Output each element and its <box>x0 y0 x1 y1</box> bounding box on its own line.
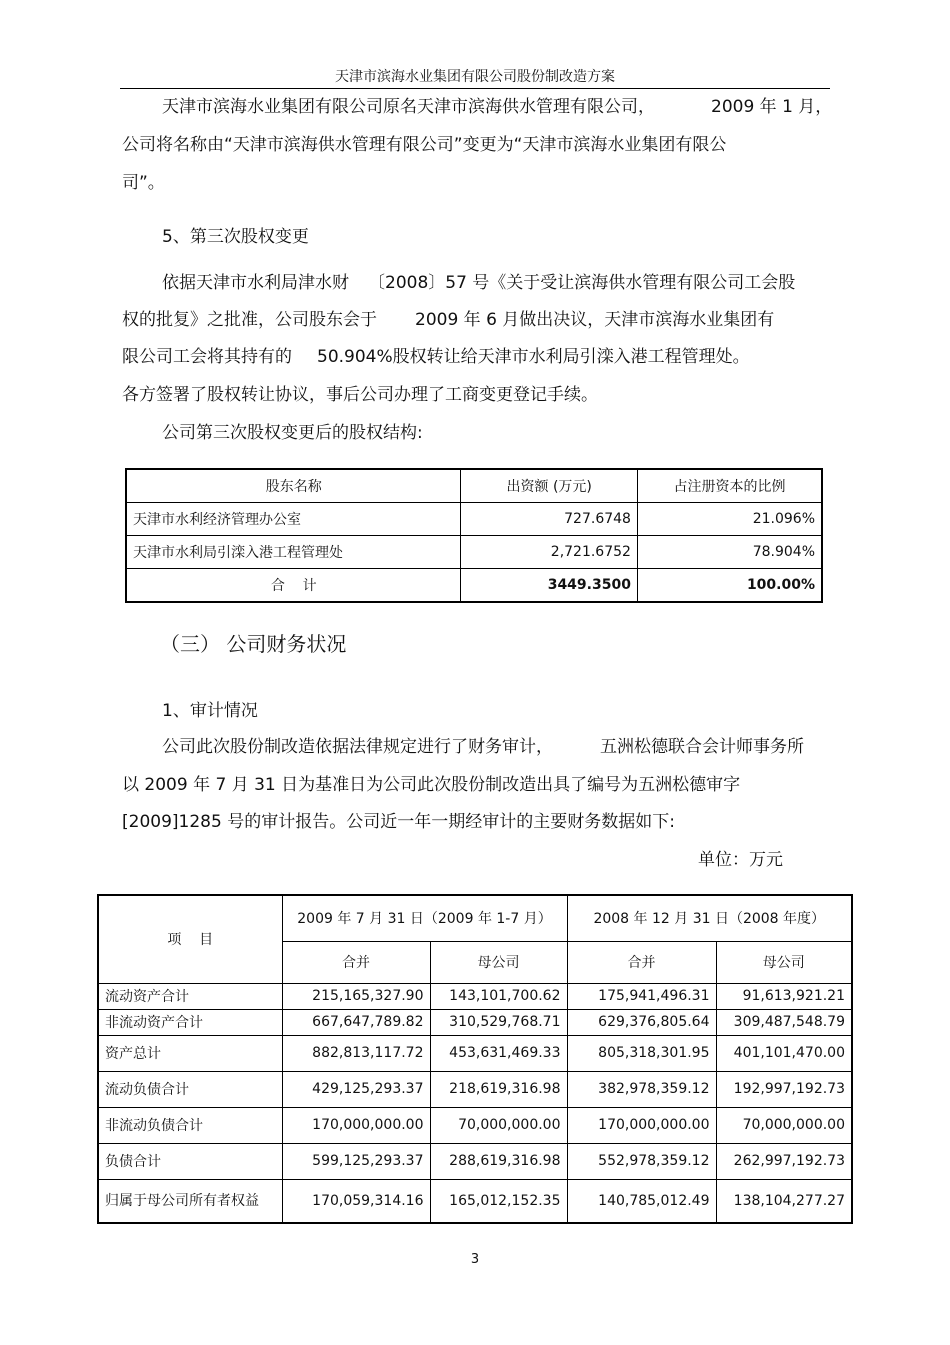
finance-cell: 310,529,768.71 <box>430 1009 567 1035</box>
table-row <box>98 1179 852 1223</box>
finance-cell: 170,059,314.16 <box>282 1179 430 1223</box>
finance-cell: 138,104,277.27 <box>716 1179 852 1223</box>
finance-row-label: 资产总计 <box>98 1035 282 1071</box>
finance-header-period1: 2009 年 7 月 31 日（2009 年 1-7 月） <box>282 895 567 941</box>
finance-cell: 262,997,192.73 <box>716 1143 852 1179</box>
section5-heading: 5、第三次股权变更 <box>162 227 309 247</box>
equity-total-label: 合 计 <box>126 569 461 603</box>
finance-row-label: 非流动负债合计 <box>98 1107 282 1143</box>
section1-p1-a: 公司此次股份制改造依据法律规定进行了财务审计， <box>162 737 553 757</box>
header-title: 天津市滨海水业集团有限公司股份制改造方案 <box>335 69 615 85</box>
finance-row-label: 负债合计 <box>98 1143 282 1179</box>
finance-cell: 175,941,496.31 <box>567 983 716 1009</box>
equity-header-shareholder: 股东名称 <box>126 469 461 503</box>
equity-cell-ratio: 21.096% <box>637 503 822 536</box>
table-row <box>98 1143 852 1179</box>
equity-cell-capital: 2,721.6752 <box>461 536 638 569</box>
finance-cell: 599,125,293.37 <box>282 1143 430 1179</box>
section5-p5: 公司第三次股权变更后的股权结构: <box>162 423 423 443</box>
intro-line2: 公司将名称由“天津市滨海供水管理有限公司”变更为“天津市滨海水业集团有限公 <box>122 135 727 155</box>
finance-cell: 401,101,470.00 <box>716 1035 852 1071</box>
finance-row-label: 非流动资产合计 <box>98 1009 282 1035</box>
equity-total-capital: 3449.3500 <box>461 569 638 603</box>
equity-cell-name: 天津市水利局引滦入港工程管理处 <box>126 536 461 569</box>
section5-p3-b: 50.904%股权转让给天津市水利局引滦入港工程管理处。 <box>317 347 750 367</box>
finance-header-item: 项 目 <box>98 895 282 983</box>
finance-row-label: 流动资产合计 <box>98 983 282 1009</box>
finance-cell: 218,619,316.98 <box>430 1071 567 1107</box>
section1-heading: 1、审计情况 <box>162 701 258 721</box>
finance-subheader: 合并 <box>282 941 430 983</box>
section5-p1-b: 〔2008〕57 号《关于受让滨海供水管理有限公司工会股 <box>368 273 796 293</box>
equity-header-capital: 出资额 (万元) <box>461 469 638 503</box>
finance-cell: 215,165,327.90 <box>282 983 430 1009</box>
finance-cell: 453,631,469.33 <box>430 1035 567 1071</box>
table-row <box>126 503 822 536</box>
intro-line1-a: 天津市滨海水业集团有限公司原名天津市滨海供水管理有限公司， <box>162 97 655 117</box>
finance-cell: 140,785,012.49 <box>567 1179 716 1223</box>
section5-p1-a: 依据天津市水利局津水财 <box>162 273 349 293</box>
finance-cell: 882,813,117.72 <box>282 1035 430 1071</box>
finance-cell: 70,000,000.00 <box>716 1107 852 1143</box>
table-row <box>98 1009 852 1035</box>
finance-cell: 429,125,293.37 <box>282 1071 430 1107</box>
finance-cell: 91,613,921.21 <box>716 983 852 1009</box>
finance-table <box>97 894 853 1224</box>
section5-p4: 各方签署了股权转让协议，事后公司办理了工商变更登记手续。 <box>122 385 598 405</box>
table-row <box>98 1035 852 1071</box>
intro-line3: 司”。 <box>122 173 165 193</box>
equity-table-header-row <box>126 469 822 503</box>
section1-p2: 以 2009 年 7 月 31 日为基准日为公司此次股份制改造出具了编号为五洲松德审字 <box>122 775 741 795</box>
table-row <box>98 1071 852 1107</box>
finance-cell: 552,978,359.12 <box>567 1143 716 1179</box>
unit-label: 单位：万元 <box>698 850 783 870</box>
intro-line1-b: 2009 年 1 月， <box>711 97 833 117</box>
section3-heading: （三） 公司财务状况 <box>160 632 347 656</box>
equity-total-ratio: 100.00% <box>637 569 822 603</box>
finance-cell: 382,978,359.12 <box>567 1071 716 1107</box>
finance-cell: 170,000,000.00 <box>567 1107 716 1143</box>
section1-p1-b: 五洲松德联合会计师事务所 <box>600 737 804 757</box>
page-number: 3 <box>470 1252 480 1267</box>
finance-header-row <box>98 895 852 941</box>
finance-row-label: 流动负债合计 <box>98 1071 282 1107</box>
equity-cell-name: 天津市水利经济管理办公室 <box>126 503 461 536</box>
finance-cell: 288,619,316.98 <box>430 1143 567 1179</box>
finance-cell: 192,997,192.73 <box>716 1071 852 1107</box>
finance-cell: 667,647,789.82 <box>282 1009 430 1035</box>
table-row <box>126 536 822 569</box>
table-row <box>98 1107 852 1143</box>
finance-cell: 70,000,000.00 <box>430 1107 567 1143</box>
finance-cell: 170,000,000.00 <box>282 1107 430 1143</box>
finance-cell: 143,101,700.62 <box>430 983 567 1009</box>
finance-subheader: 母公司 <box>430 941 567 983</box>
finance-cell: 805,318,301.95 <box>567 1035 716 1071</box>
table-row <box>98 983 852 1009</box>
equity-header-ratio: 占注册资本的比例 <box>637 469 822 503</box>
equity-cell-capital: 727.6748 <box>461 503 638 536</box>
finance-cell: 309,487,548.79 <box>716 1009 852 1035</box>
section5-p2-b: 2009 年 6 月做出决议，天津市滨海水业集团有 <box>415 310 775 330</box>
section5-p3-a: 限公司工会将其持有的 <box>122 347 292 367</box>
finance-row-label: 归属于母公司所有者权益 <box>98 1179 282 1223</box>
finance-header-period2: 2008 年 12 月 31 日（2008 年度） <box>567 895 852 941</box>
section5-p2-a: 权的批复》之批准，公司股东会于 <box>122 310 377 330</box>
finance-cell: 165,012,152.35 <box>430 1179 567 1223</box>
equity-table <box>125 468 823 603</box>
equity-total-row <box>126 569 822 603</box>
finance-cell: 629,376,805.64 <box>567 1009 716 1035</box>
equity-cell-ratio: 78.904% <box>637 536 822 569</box>
finance-subheader: 合并 <box>567 941 716 983</box>
finance-subheader: 母公司 <box>716 941 852 983</box>
section1-p3: [2009]1285 号的审计报告。公司近一年一期经审计的主要财务数据如下: <box>122 812 675 832</box>
